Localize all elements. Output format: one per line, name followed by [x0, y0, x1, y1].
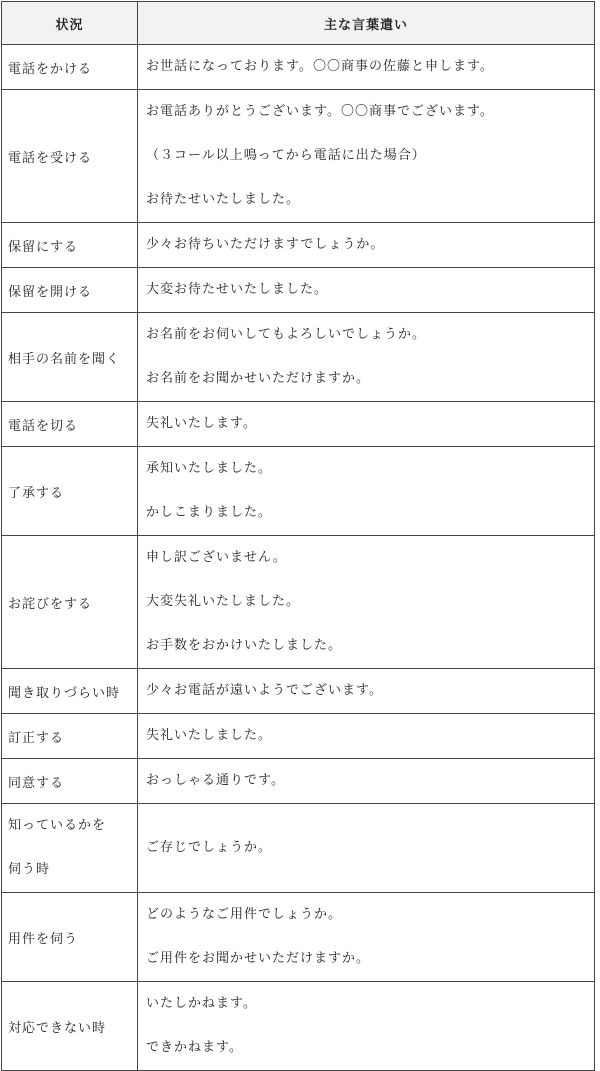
phrase-text: 大変失礼いたしました。	[146, 594, 301, 609]
table-row	[2, 313, 595, 402]
situation-cell: 保留を開ける	[2, 268, 138, 313]
phrases-cell	[138, 804, 595, 893]
phrase-text: ご存じでしょうか。	[146, 840, 273, 855]
table-row	[2, 893, 595, 982]
table-row	[2, 268, 595, 313]
situation-text-line: 伺う時	[8, 862, 51, 877]
phrase-table	[1, 1, 595, 1071]
table-row	[2, 90, 595, 223]
phrase-text: できかねます。	[146, 1040, 243, 1055]
phrase-text: かしこまりました。	[146, 505, 273, 520]
table-body	[2, 45, 595, 1071]
phrases-cell	[138, 268, 595, 313]
phrases-cell	[138, 669, 595, 714]
table-row	[2, 982, 595, 1071]
phrases-cell	[138, 90, 595, 223]
table-row	[2, 45, 595, 90]
phrases-cell	[138, 714, 595, 759]
phrase-text: お手数をおかけいたしました。	[146, 638, 343, 653]
table-row	[2, 759, 595, 804]
situation-cell: 了承する	[2, 447, 138, 536]
table-row	[2, 402, 595, 447]
situation-cell: 用件を伺う	[2, 893, 138, 982]
header-phrases: 主な言葉遣い	[138, 2, 595, 45]
phrases-cell	[138, 313, 595, 402]
situation-cell: お詫びをする	[2, 536, 138, 669]
phrase-text: お名前をお伺いしてもよろしいでしょうか。	[146, 327, 427, 342]
table-row	[2, 804, 595, 893]
table-row	[2, 669, 595, 714]
situation-cell	[2, 804, 138, 893]
phrases-cell	[138, 447, 595, 536]
phrase-text: 大変お待たせいたしました。	[146, 282, 329, 297]
table-row	[2, 223, 595, 268]
header-situation: 状況	[2, 2, 138, 45]
situation-cell: 電話を受ける	[2, 90, 138, 223]
phrase-text: 失礼いたしました。	[146, 728, 273, 743]
phrases-cell	[138, 893, 595, 982]
phrase-text: いたしかねます。	[146, 996, 257, 1011]
phrase-text: （３コール以上鳴ってから電話に出た場合）	[146, 148, 426, 163]
header-row	[2, 2, 595, 45]
phrase-text: ご用件をお聞かせいただけますか。	[146, 951, 371, 966]
situation-cell: 保留にする	[2, 223, 138, 268]
phrases-cell	[138, 223, 595, 268]
table-row	[2, 714, 595, 759]
phrases-cell	[138, 402, 595, 447]
table-row	[2, 536, 595, 669]
situation-cell: 電話をかける	[2, 45, 138, 90]
phrases-cell	[138, 45, 595, 90]
phrase-text: 承知いたしました。	[146, 461, 273, 476]
situation-cell: 相手の名前を聞く	[2, 313, 138, 402]
phrase-text: 失礼いたします。	[146, 416, 257, 431]
phrase-text: どのようなご用件でしょうか。	[146, 907, 343, 922]
phrase-text: お名前をお聞かせいただけますか。	[146, 371, 371, 386]
situation-cell: 同意する	[2, 759, 138, 804]
phrases-cell	[138, 982, 595, 1071]
phrase-text: お電話ありがとうございます。〇〇商事でございます。	[146, 104, 494, 119]
phrase-text: 少々お電話が遠いようでございます。	[146, 683, 383, 698]
situation-cell: 電話を切る	[2, 402, 138, 447]
situation-cell: 対応できない時	[2, 982, 138, 1071]
situation-cell: 訂正する	[2, 714, 138, 759]
phrase-text: 少々お待ちいただけますでしょうか。	[146, 237, 385, 252]
phrases-cell	[138, 536, 595, 669]
phrase-text: お世話になっております。〇〇商事の佐藤と申します。	[146, 59, 494, 74]
phrases-cell	[138, 759, 595, 804]
phrase-text: 申し訳ございません。	[146, 550, 287, 565]
phrase-text: おっしゃる通りです。	[146, 773, 285, 788]
phrase-text: お待たせいたしました。	[146, 192, 301, 207]
situation-text-line: 知っているかを	[8, 818, 107, 833]
situation-cell: 聞き取りづらい時	[2, 669, 138, 714]
table-row	[2, 447, 595, 536]
